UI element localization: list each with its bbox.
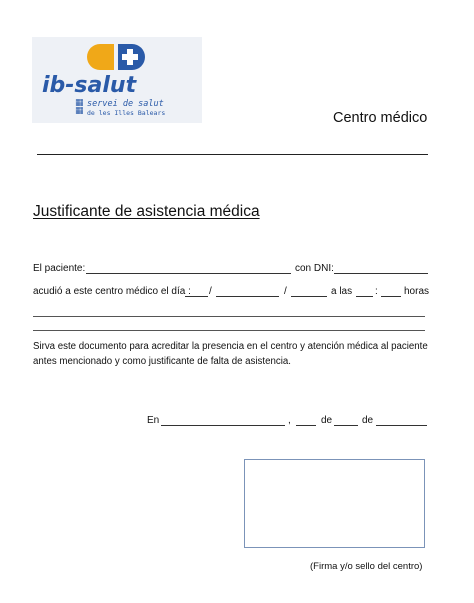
logo-small-mark-icon: ▦ ▦ (75, 98, 84, 116)
de-label-2: de (362, 415, 374, 426)
time-colon: : (375, 286, 378, 297)
place-label: En (147, 415, 160, 426)
logo-subtitle-line2: de les Illes Balears (87, 109, 166, 117)
signature-note: (Firma y/o sello del centro) (310, 561, 423, 572)
patient-name-field[interactable] (86, 273, 291, 274)
dni-label: con DNI: (295, 263, 334, 274)
ib-salut-logo (32, 37, 202, 123)
date-slash-1: / (209, 286, 212, 297)
minute-field[interactable] (381, 296, 401, 297)
paragraph-line-2: antes mencionado y como justificante de falta de asistencia. (33, 356, 291, 367)
cross-logo-icon (80, 40, 152, 74)
sign-month-field[interactable] (334, 425, 358, 426)
hour-field[interactable] (356, 296, 373, 297)
attended-label: acudió a este centro médico el día : (33, 286, 191, 297)
notes-line-2[interactable] (33, 330, 425, 331)
at-label: a las (331, 286, 353, 297)
centro-name-line[interactable] (37, 154, 428, 155)
document-title: Justificante de asistencia médica (33, 203, 260, 220)
place-comma: , (288, 415, 291, 426)
date-slash-2: / (284, 286, 287, 297)
logo-wordmark: ib-salut (42, 73, 137, 98)
justification-paragraph (33, 339, 433, 369)
de-label-1: de (321, 415, 333, 426)
sign-day-field[interactable] (296, 425, 316, 426)
sign-year-field[interactable] (376, 425, 427, 426)
notes-line-1[interactable] (33, 316, 425, 317)
hours-label: horas (404, 286, 430, 297)
year-field[interactable] (291, 296, 327, 297)
place-field[interactable] (161, 425, 285, 426)
logo-subtitle-line1: servei de salut (87, 99, 164, 109)
centro-medico-label: Centro médico (333, 110, 428, 126)
month-field[interactable] (216, 296, 279, 297)
day-field[interactable] (185, 296, 208, 297)
signature-stamp-box[interactable] (244, 459, 425, 548)
paragraph-line-1: Sirva este documento para acreditar la presencia en el centro y atención médica al paciente (33, 341, 428, 352)
patient-label: El paciente: (33, 263, 86, 274)
dni-field[interactable] (334, 273, 428, 274)
